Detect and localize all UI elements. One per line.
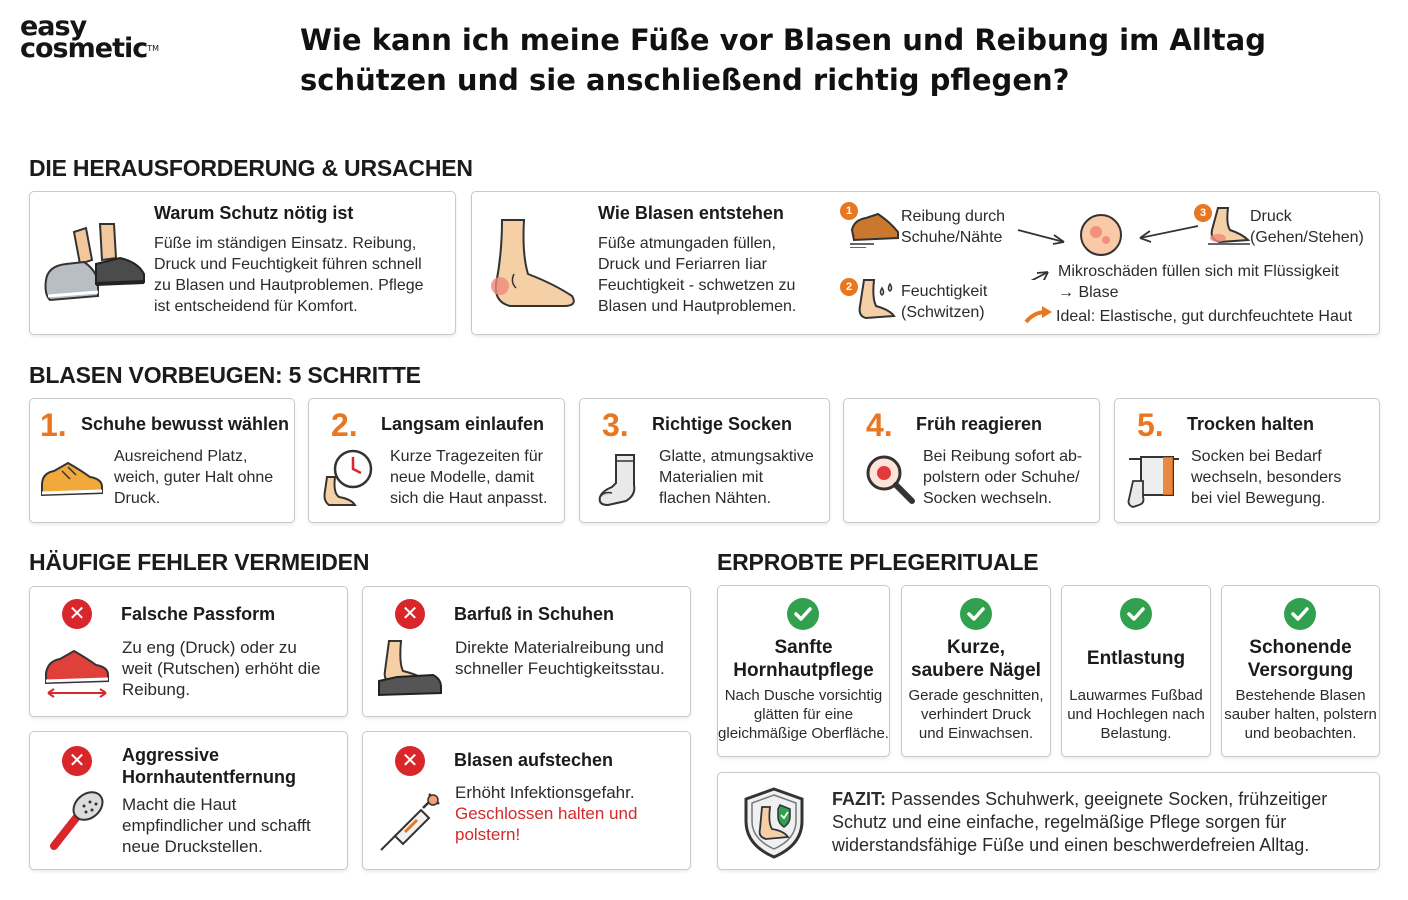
- prevent-step-5: [1114, 398, 1380, 523]
- how-title: Wie Blasen entstehen: [598, 203, 784, 223]
- flow-badge-3: 3: [1194, 204, 1212, 222]
- page-title-line-1: Wie kann ich meine Füße vor Blasen und Reibung im Alltag: [300, 23, 1266, 57]
- ritual-title: Sanfte Hornhautpflege: [733, 637, 874, 681]
- step-title: Richtige Socken: [652, 414, 793, 434]
- section-heading-rituals: ERPROBTE PFLEGERITUALE: [717, 549, 1039, 575]
- ritual-card-care: [1221, 585, 1380, 757]
- orange-arrow-icon: [1024, 306, 1054, 326]
- section-heading-mistakes: HÄUFIGE FEHLER VERMEIDEN: [29, 549, 370, 575]
- shield-foot-icon: [740, 785, 808, 861]
- step-text: Socken bei Bedarf wechseln, besonders bei viel Bewegung.: [1191, 448, 1342, 507]
- error-x-icon: ✕: [395, 599, 425, 629]
- ritual-title: Schonende Versorgung: [1247, 637, 1354, 681]
- step-number: 4.: [866, 407, 893, 443]
- check-icon: [1284, 598, 1316, 630]
- mistake-text: Zu eng (Druck) oder zu weit (Rutschen) erhöht die Reibung.: [122, 638, 321, 699]
- prevent-step-3: [579, 398, 830, 523]
- card-why-protection: [29, 191, 456, 335]
- ritual-text: Bestehende Blasen sauber halten, polstern und beobachten.: [1224, 687, 1377, 742]
- sock-icon: [596, 451, 646, 509]
- mistake-card-piercing: [362, 731, 691, 870]
- prevent-step-4: [843, 398, 1100, 523]
- ritual-card-relief: [1061, 585, 1211, 757]
- mistake-card-fit: [29, 586, 348, 717]
- card-how-blisters: [471, 191, 1380, 335]
- walking-shoes-icon: [40, 220, 150, 310]
- step-text: Ausreichend Platz, weich, guter Halt ohne Druck.: [114, 448, 274, 507]
- flow-badge-2: 2: [840, 278, 858, 296]
- flow-step-1: Reibung durch Schuhe/Nähte: [901, 208, 1006, 246]
- ritual-card-callus-care: [717, 585, 890, 757]
- mistake-title: Falsche Passform: [121, 604, 276, 624]
- mistake-card-barefoot: [362, 586, 691, 717]
- brand-logo: [20, 11, 160, 64]
- step-number: 1.: [40, 407, 67, 443]
- how-text: Füße atmungaden füllen, Druck und Feriarren Iiar Feuchtigkeit - schwetzen zu Blasen und Hautproblemen.: [598, 235, 797, 315]
- mistake-title: Aggressive Hornhautentfernung: [122, 745, 296, 787]
- page-title-line-2: schützen und sie anschließend richtig pflegen?: [300, 63, 1070, 97]
- step-text: Glatte, atmungsaktive Materialien mit flachen Nähten.: [659, 448, 814, 507]
- mistake-title: Barfuß in Schuhen: [454, 604, 615, 624]
- sweat-foot-icon: [852, 276, 900, 322]
- logo-line-1: easy: [20, 11, 87, 42]
- prevent-step-1: [29, 398, 295, 523]
- check-icon: [960, 598, 992, 630]
- flow-step-2: Feuchtigkeit (Schwitzen): [901, 283, 988, 321]
- ritual-title: Kurze, saubere Nägel: [911, 637, 1041, 681]
- why-text: Füße im ständigen Einsatz. Reibung, Druck und Feuchtigkeit führen schnell zu Blasen und Hautproblemen. Pflege ist entscheidend für Komfort.: [154, 235, 424, 315]
- error-x-icon: ✕: [62, 746, 92, 776]
- pumice-brush-icon: [44, 788, 110, 854]
- check-icon: [787, 598, 819, 630]
- step-text: Kurze Tragezeiten für neue Modelle, damit sich die Haut anpasst.: [390, 448, 548, 507]
- ritual-text: Gerade geschnitten, verhindert Druck und Einwachsen.: [908, 687, 1044, 742]
- clock-foot-icon: [321, 447, 379, 507]
- flow-badge-1: 1: [840, 202, 858, 220]
- mistake-text: Direkte Materialreibung und schneller Feuchtigkeitsstau.: [455, 638, 665, 678]
- flow-step-3: Druck (Gehen/Stehen): [1250, 208, 1364, 246]
- syringe-icon: [377, 788, 443, 854]
- step-title: Langsam einlaufen: [381, 414, 545, 434]
- mistake-text: Macht die Haut empfindlicher und schafft neue Druckstellen.: [122, 795, 311, 856]
- why-title: Warum Schutz nötig ist: [154, 203, 354, 223]
- step-text: Bei Reibung sofort ab- polstern oder Schuhe/ Socken wechseln.: [923, 448, 1083, 507]
- step-title: Trocken halten: [1187, 414, 1315, 434]
- warning-text: polstern!: [455, 825, 521, 844]
- check-icon: [1120, 598, 1152, 630]
- logo-trademark: TM: [147, 44, 160, 53]
- step-title: Schuhe bewusst wählen: [81, 414, 290, 434]
- barefoot-shoe-icon: [375, 637, 445, 699]
- fazit-card: [717, 772, 1380, 870]
- step-number: 5.: [1137, 407, 1164, 443]
- step-title: Früh reagieren: [916, 414, 1043, 434]
- ritual-card-nails: [901, 585, 1051, 757]
- page-title: [300, 20, 1300, 100]
- ritual-title: Entlastung: [1086, 648, 1186, 669]
- error-x-icon: ✕: [62, 599, 92, 629]
- section-heading-prevent: BLASEN VORBEUGEN: 5 SCHRITTE: [29, 362, 421, 388]
- mistake-title: Blasen aufstechen: [454, 750, 614, 770]
- prevent-step-2: [308, 398, 565, 523]
- magnifier-icon: [862, 451, 918, 507]
- ritual-text: Nach Dusche vorsichtig glätten für eine gleichmäßige Oberfläche.: [718, 687, 889, 742]
- ritual-text: Lauwarmes Fußbad und Hochlegen nach Belastung.: [1067, 687, 1205, 742]
- section-heading-challenge: DIE HERAUSFORDERUNG & URSACHEN: [29, 155, 473, 181]
- mistake-text: Erhöht Infektionsgefahr. Geschlossen halten und polstern!: [455, 783, 638, 844]
- foot-blister-icon: [484, 214, 584, 314]
- blister-icon: [1078, 212, 1124, 258]
- fazit-text: FAZIT: Passendes Schuhwerk, geeignete Socken, frühzeitiger Schutz und eine einfache, regelmäßige Pflege sorgen für widerstandsfähige Füße und einen beschwerdefreien Alltag.: [832, 789, 1328, 855]
- logo-line-2: cosmetic™: [20, 33, 160, 64]
- sneaker-icon: [38, 457, 106, 501]
- flow-result: Mikroschäden füllen sich mit Flüssigkeit → Blase: [1058, 263, 1339, 301]
- flow-ideal: Ideal: Elastische, gut durchfeuchtete Haut: [1056, 308, 1353, 325]
- towel-sock-icon: [1127, 451, 1181, 511]
- warning-text: Geschlossen halten und: [455, 804, 638, 823]
- fazit-label: FAZIT:: [832, 789, 886, 809]
- error-x-icon: ✕: [395, 746, 425, 776]
- red-shoe-icon: [42, 643, 114, 699]
- step-number: 2.: [331, 407, 358, 443]
- mistake-card-callus: [29, 731, 348, 870]
- step-number: 3.: [602, 407, 629, 443]
